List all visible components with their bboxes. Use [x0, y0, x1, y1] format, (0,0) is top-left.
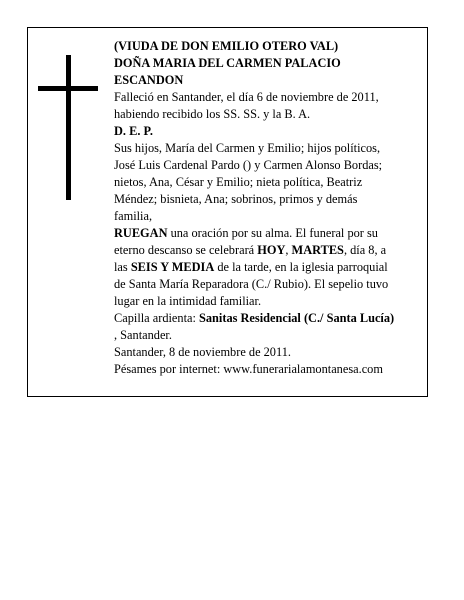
funeral-line-2	[114, 242, 428, 259]
cross-horizontal-bar	[38, 86, 98, 91]
funeral-line-5: lugar en la intimidad familiar.	[114, 294, 262, 308]
funeral-line-2-text-b: , día 8, a	[343, 243, 387, 257]
deceased-name-line-1: DOÑA MARIA DEL CARMEN PALACIO	[114, 56, 341, 70]
cross-vertical-bar	[66, 55, 71, 200]
funeral-line-3-text-a: las	[114, 260, 131, 274]
deceased-name-line-2: ESCANDON	[114, 73, 184, 87]
cross-icon	[38, 55, 98, 200]
death-info-line-2: habiendo recibido los SS. SS. y la B. A.	[114, 107, 311, 121]
dep-heading: D. E. P.	[114, 124, 153, 138]
hoy-keyword: HOY	[257, 243, 286, 257]
funeral-line-1-text: una oración por su alma. El funeral por su	[167, 226, 378, 240]
family-line-4: Méndez; bisnieta, Ana; sobrinos, primos y demás	[114, 192, 358, 206]
obituary-notice	[27, 27, 428, 397]
family-line-1: Sus hijos, María del Carmen y Emilio; hijos políticos,	[114, 141, 381, 155]
funeral-line-1	[114, 225, 428, 242]
condolences-line: Pésames por internet: www.funerarialamontanesa.com	[114, 362, 383, 376]
ruegan-keyword: RUEGAN	[114, 226, 168, 240]
family-line-3: nietos, Ana, César y Emilio; nieta política, Beatriz	[114, 175, 363, 189]
family-line-2: José Luis Cardenal Pardo () y Carmen Alonso Bordas;	[114, 158, 383, 172]
funeral-line-4: de Santa María Reparadora (C./ Rubio). El sepelio tuvo	[114, 277, 389, 291]
chapel-name: Sanitas Residencial (C./ Santa Lucía)	[199, 311, 395, 325]
funeral-line-3	[114, 259, 428, 276]
chapel-city-line: , Santander.	[114, 328, 172, 342]
chapel-line	[114, 310, 428, 327]
funeral-line-3-text-b: de la tarde, en la iglesia parroquial	[214, 260, 388, 274]
time-keyword: SEIS Y MEDIA	[130, 260, 215, 274]
date-line: Santander, 8 de noviembre de 2011.	[114, 345, 291, 359]
death-info-line-1: Falleció en Santander, el día 6 de noviembre de 2011,	[114, 90, 379, 104]
martes-keyword: MARTES	[291, 243, 344, 257]
chapel-label: Capilla ardienta:	[114, 311, 200, 325]
notice-text	[114, 38, 428, 378]
funeral-line-2-comma: ,	[285, 243, 292, 257]
family-line-5: familia,	[114, 209, 153, 223]
funeral-line-2-text-a: eterno descanso se celebrará	[114, 243, 258, 257]
widow-line: (VIUDA DE DON EMILIO OTERO VAL)	[114, 39, 339, 53]
